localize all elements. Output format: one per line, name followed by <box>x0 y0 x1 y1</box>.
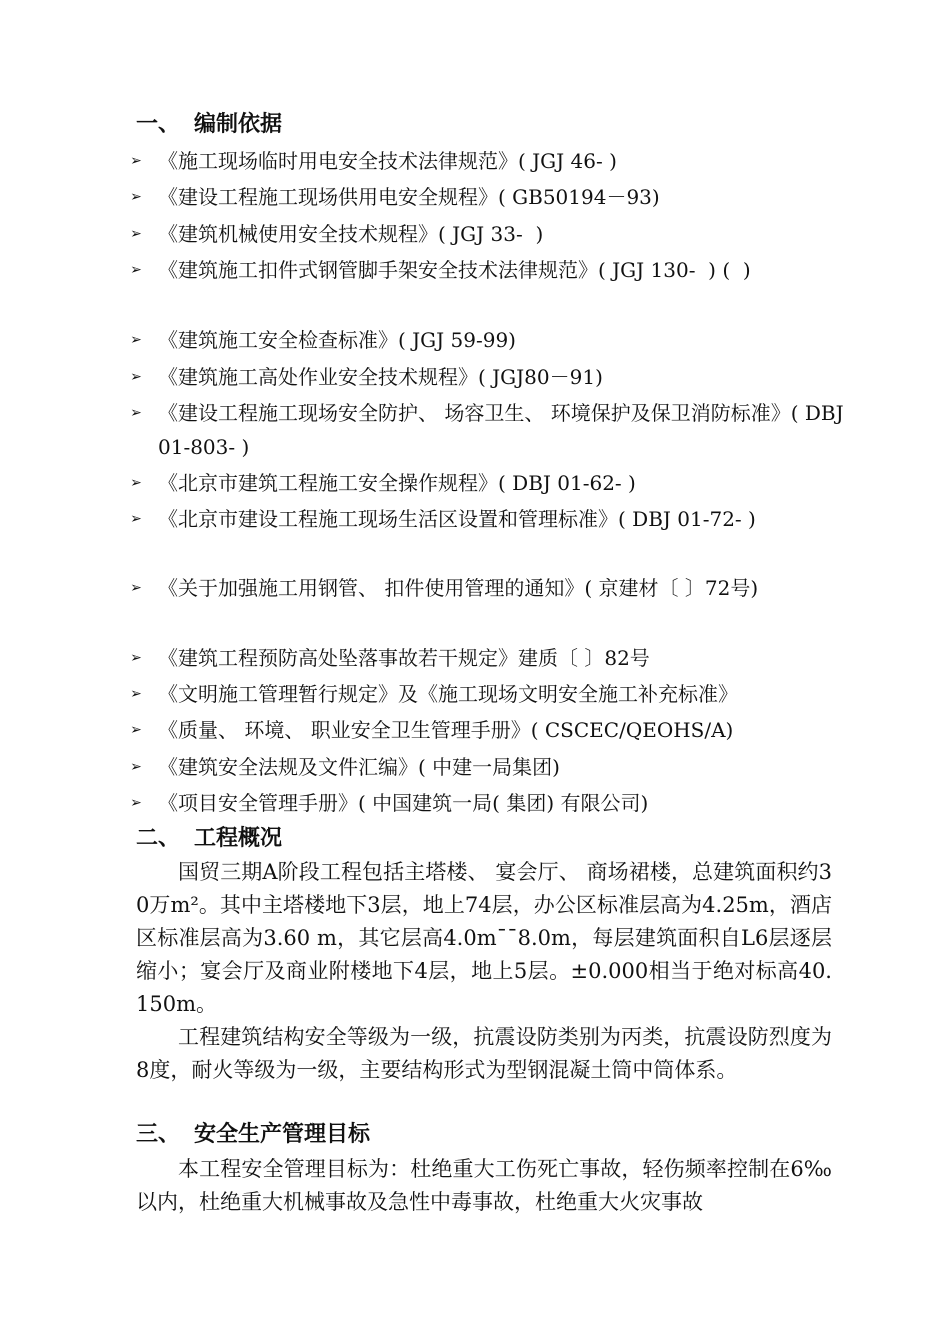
arrow-bullet-icon: ➢ <box>130 226 142 242</box>
arrow-bullet-icon: ➢ <box>130 189 142 205</box>
arrow-bullet-icon: ➢ <box>130 650 142 666</box>
section-number: 一、 <box>136 112 181 137</box>
arrow-bullet-icon: ➢ <box>130 405 142 421</box>
arrow-bullet-icon: ➢ <box>130 153 142 169</box>
arrow-bullet-icon: ➢ <box>130 332 142 348</box>
arrow-bullet-icon: ➢ <box>130 262 142 278</box>
arrow-bullet-icon: ➢ <box>130 475 142 491</box>
arrow-bullet-icon: ➢ <box>130 759 142 775</box>
arrow-bullet-icon: ➢ <box>130 722 142 738</box>
section-number: 三、 <box>136 1122 181 1147</box>
arrow-bullet-icon: ➢ <box>130 369 142 385</box>
section-heading-overview <box>136 825 282 853</box>
document-page: 一、 编制依据 ➢ 《施工现场临时用电安全技术法律规范》( JGJ 46- ) ➢ 《建设工程施工现场供用电安全规程》( GB50194－93) ➢ 《建筑机械使用安全技术规程》( JGJ 33- ) ➢ 《建筑施工扣件式钢管脚手架安全技术法律规范》( JGJ 130- ) ( ) ➢ 《建筑施工安全检查标准》( JGJ 59-99) ➢ 《建筑施工高处作业安全技术规程》( JGJ80－91) ➢ 《建设工程施工现场安全防护、 场容卫生、 环境保护及保卫消防标准》( DBJ 01-803- ) ➢ 《北京市建筑工程施工安全操作规程》( DBJ 01-62- ) ➢ 《北京市建设工程施工现场生活区设置和管理标准》( DBJ 01-72- ) ➢ 《关于加强施工用钢管、 扣件使用管理的通知》( 京建材〔 〕72号) ➢ 《建筑工程预防高处坠落事故若干规定》建质〔 〕82号 ➢ 《文明施工管理暂行规定》及《施工现场文明安全施工补充标准》 ➢ 《质量、 环境、 职业安全卫生管理手册》( CSCEC/QEOHS/A) ➢ 《建筑安全法规及文件汇编》( 中建一局集团) ➢ 《项目安全管理手册》( 中国建筑一局( 集团) 有限公司) 二、 工程概况 国贸三期A阶段工程包括主塔楼、 宴会厅、 商场裙楼，总建筑面积约30万m²。其中主塔楼地下3层，地上74层，办公区标准层高为4.25m，酒店区标准层高为3.60 m，其它层高4.0m¯¯8.0m，每层建筑面积自L6层逐层缩小；宴会厅及商业附楼地下4层，地上5层。±0.000相当于绝对标高40.150m。 工程建筑结构安全等级为一级，抗震设防类别为丙类，抗震设防烈度为8度，耐火等级为一级，主要结构形式为型钢混凝土筒中筒体系。 三、 安全生产管理目标 本工程安全管理目标为：杜绝重大工伤死亡事故，轻伤频率控制在6‰以内，杜绝重大机械事故及急性中毒事故，杜绝重大火灾事故 <box>0 0 950 1344</box>
arrow-bullet-icon: ➢ <box>130 511 142 527</box>
arrow-bullet-icon: ➢ <box>130 580 142 596</box>
overview-paragraph: 国贸三期A阶段工程包括主塔楼、 宴会厅、 商场裙楼，总建筑面积约30万m²。其中主塔楼地下3层，地上74层，办公区标准层高为4.25m，酒店区标准层高为3.60 m，其它层高4.0m¯¯8.0m，每层建筑面积自L6层逐层缩小；宴会厅及商业附楼地下4层，地上5层。±0.000相当于绝对标高40.150m。 <box>136 860 832 1016</box>
section-title: 工程概况 <box>194 826 283 851</box>
arrow-bullet-icon: ➢ <box>130 795 142 811</box>
section-heading-target <box>136 1121 370 1149</box>
section-title: 编制依据 <box>194 112 283 137</box>
section-title: 安全生产管理目标 <box>194 1122 371 1147</box>
target-paragraph: 本工程安全管理目标为：杜绝重大工伤死亡事故，轻伤频率控制在6‰以内，杜绝重大机械事故及急性中毒事故，杜绝重大火灾事故 <box>136 1157 832 1214</box>
arrow-bullet-icon: ➢ <box>130 686 142 702</box>
section-number: 二、 <box>136 826 181 851</box>
overview-paragraph: 工程建筑结构安全等级为一级，抗震设防类别为丙类，抗震设防烈度为8度，耐火等级为一级，主要结构形式为型钢混凝土筒中筒体系。 <box>136 1025 832 1082</box>
section-heading-basis <box>136 111 282 139</box>
